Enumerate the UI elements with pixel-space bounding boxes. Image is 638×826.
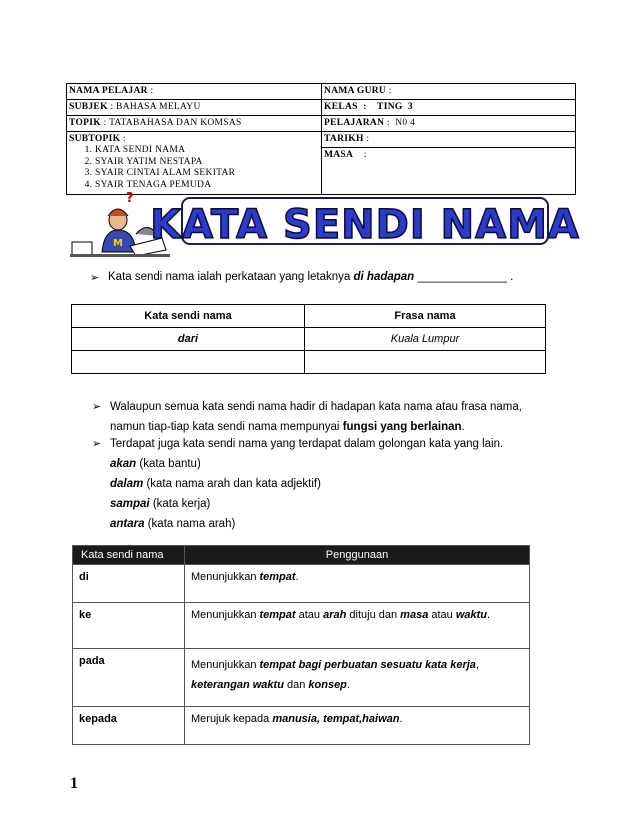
note-emphasis: fungsi yang berlainan [342, 421, 462, 433]
usage-emphasis: konsep [308, 679, 347, 691]
usage-text: Merujuk kepada [191, 713, 273, 725]
usage-emphasis: keterangan waktu [191, 679, 284, 691]
nama-guru-cell [322, 84, 576, 100]
usage-text: atau [295, 609, 324, 621]
examples-table [71, 304, 546, 374]
subtopik-cell [67, 132, 322, 195]
examples-cell [305, 351, 546, 374]
usage-emphasis: tempat bagi perbuatan sesuatu kata kerja [259, 659, 476, 671]
table-row [73, 565, 530, 603]
arrow-bullet-icon: ➢ [90, 272, 100, 284]
table-row [73, 603, 530, 649]
usage-text: Menunjukkan [191, 659, 260, 671]
title-area [70, 190, 580, 260]
note-text: namun tiap-tiap kata sendi nama mempunyai [110, 421, 343, 433]
nama-pelajar-label: NAMA PELAJAR [69, 86, 148, 96]
note-text: Terdapat juga kata sendi nama yang terdapat dalam golongan kata yang lain. [110, 438, 504, 450]
list-word: dalam [110, 478, 144, 490]
usage-header-cell: Penggunaan [185, 546, 530, 565]
list-item [110, 474, 503, 494]
intro-blank: ______________ . [414, 271, 514, 283]
usage-emphasis: waktu [455, 609, 488, 621]
list-word: sampai [110, 498, 150, 510]
usage-emphasis: tempat [259, 609, 296, 621]
student-info-table [66, 83, 576, 195]
list-desc: (kata nama arah dan kata adjektif) [143, 478, 321, 490]
nama-guru-value: : [386, 86, 392, 96]
list-item [110, 514, 503, 534]
usage-desc [185, 649, 530, 707]
list-word: akan [110, 458, 137, 470]
list-item: 2. SYAIR YATIM NESTAPA [95, 157, 319, 169]
usage-table [72, 545, 530, 745]
examples-header-cell: Frasa nama [305, 305, 546, 328]
examples-cell [72, 351, 305, 374]
usage-desc [185, 565, 530, 603]
examples-header-cell: Kata sendi nama [72, 305, 305, 328]
usage-emphasis: manusia, tempat,haiwan [272, 713, 400, 725]
usage-desc [185, 603, 530, 649]
usage-text: Menunjukkan [191, 571, 260, 583]
arrow-bullet-icon: ➢ [92, 438, 102, 450]
usage-emphasis: tempat [259, 571, 296, 583]
page-number: 1 [70, 775, 78, 792]
intro-text: Kata sendi nama ialah perkataan yang letaknya [108, 271, 354, 283]
usage-text: . [346, 679, 350, 691]
pelajaran-cell [322, 116, 576, 132]
list-desc: (kata kerja) [149, 498, 211, 510]
nama-pelajar-cell [67, 84, 322, 100]
topik-value: : TATABAHASA DAN KOMSAS [100, 118, 242, 128]
list-word: antara [110, 518, 145, 530]
usage-emphasis: arah [323, 609, 347, 621]
tarikh-label: TARIKH [324, 134, 364, 144]
list-item: 4. SYAIR TENAGA PEMUDA [95, 180, 319, 192]
tarikh-value: : [363, 134, 370, 144]
kelas-cell [322, 100, 576, 116]
usage-text: . [295, 571, 299, 583]
usage-text: atau [428, 609, 456, 621]
tarikh-cell [322, 132, 576, 148]
usage-text: Menunjukkan [191, 609, 260, 621]
subtopik-value: : [120, 134, 126, 144]
usage-text: dituju dan [346, 609, 401, 621]
subjek-label: SUBJEK [69, 102, 108, 112]
topik-label: TOPIK [69, 118, 101, 128]
usage-header-cell: Kata sendi nama [73, 546, 185, 565]
note-text: . [461, 421, 465, 433]
usage-word: kepada [73, 707, 185, 745]
usage-text: . [399, 713, 403, 725]
list-item [110, 454, 503, 474]
kelas-label: KELAS [324, 102, 358, 112]
usage-word: pada [73, 649, 185, 707]
note-bullet-2 [92, 434, 504, 534]
topik-cell [67, 116, 322, 132]
examples-cell: Kuala Lumpur [305, 328, 546, 351]
examples-cell: dari [72, 328, 305, 351]
intro-bullet [90, 271, 514, 284]
list-item: 3. SYAIR CINTAI ALAM SEKITAR [95, 168, 319, 180]
table-row [73, 707, 530, 745]
intro-emphasis: di hadapan [353, 271, 415, 283]
kelas-value: : TING 3 [357, 102, 413, 112]
page-title [150, 192, 580, 250]
masa-value: : [353, 150, 367, 160]
list-desc: (kata bantu) [136, 458, 201, 470]
list-desc: (kata nama arah) [144, 518, 236, 530]
pelajaran-label: PELAJARAN [324, 118, 385, 128]
nama-guru-label: NAMA GURU [324, 86, 387, 96]
subjek-value: : BAHASA MELAYU [107, 102, 201, 112]
usage-desc [185, 707, 530, 745]
arrow-bullet-icon: ➢ [92, 401, 102, 413]
nama-pelajar-value: : [147, 86, 154, 96]
subjek-cell [67, 100, 322, 116]
list-item [110, 494, 503, 514]
usage-text: . [487, 609, 491, 621]
masa-label: MASA [324, 150, 354, 160]
subtopik-label: SUBTOPIK [69, 134, 121, 144]
usage-word: ke [73, 603, 185, 649]
usage-emphasis: masa [400, 609, 429, 621]
note-text: Walaupun semua kata sendi nama hadir di hadapan kata nama atau frasa nama, [110, 401, 522, 413]
svg-text:?: ? [126, 191, 134, 206]
pelajaran-value: : N0 4 [384, 118, 416, 128]
title-text: KATA SENDI NAMA [150, 202, 580, 248]
usage-text: , [475, 659, 479, 671]
note-bullet-1 [92, 397, 522, 437]
masa-cell [322, 148, 576, 195]
list-item: 1. KATA SENDI NAMA [95, 145, 319, 157]
svg-text:M: M [113, 238, 123, 249]
table-row [73, 649, 530, 707]
usage-text: dan [283, 679, 309, 691]
subtopik-list [69, 145, 319, 191]
usage-word: di [73, 565, 185, 603]
